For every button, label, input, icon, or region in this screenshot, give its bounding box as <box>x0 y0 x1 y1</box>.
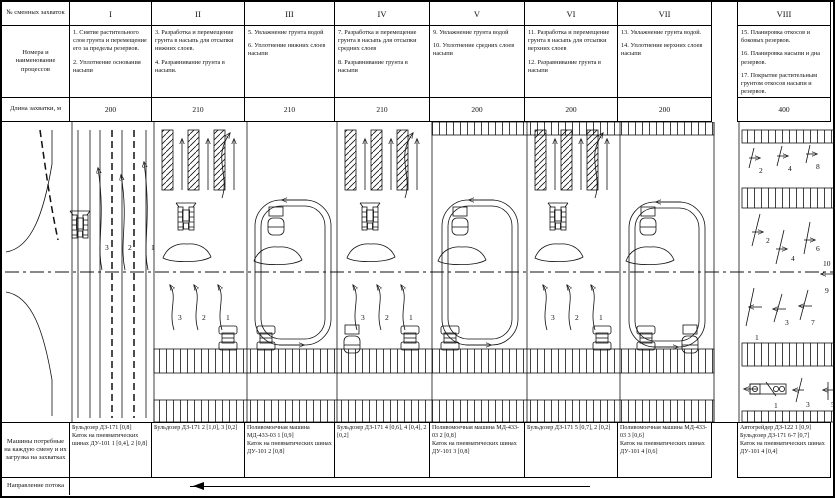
plan-number-label: 4 <box>791 254 795 263</box>
machines-cell-I: Бульдозер ДЗ-171 [0,8] Каток на пневматических шинах ДУ-101 1 [0,4], 2 [0,8] <box>70 423 152 478</box>
flow-direction-arrow <box>190 486 590 487</box>
plan-number-label: 3 <box>361 313 365 322</box>
roller-icon <box>257 326 275 350</box>
plan-number-label: 9 <box>825 286 829 295</box>
plan-number-label: 6 <box>816 244 820 253</box>
header-gap <box>712 2 737 26</box>
length-cell-VII: 200 <box>618 98 712 122</box>
flow-direction-cell <box>70 478 831 495</box>
length-cell-V: 200 <box>430 98 525 122</box>
column-header-IV: IV <box>335 2 430 26</box>
plan-number-label: 3 <box>806 400 810 409</box>
plan-number-label: 7 <box>811 318 815 327</box>
plan-number-label: 2 <box>575 313 579 322</box>
machines-gap <box>712 423 737 478</box>
plan-number-label: 8 <box>816 162 820 171</box>
sprinkler-icon <box>640 207 656 235</box>
row-label-operations: Номера и наименование процессов <box>2 26 70 98</box>
plan-number-label: 3 <box>785 318 789 327</box>
length-cell-VIII: 400 <box>737 98 831 122</box>
column-header-I: I <box>70 2 152 26</box>
plan-number-label: 2 <box>202 313 206 322</box>
bulldozer-icon <box>176 203 196 230</box>
operations-cell-II: 3. Разработка и перемещение грунта в насыпь для отсыпки нижних слоев. 4. Разравнивание грунта в насыпи. <box>152 26 245 98</box>
bulldozer-icon <box>70 211 90 238</box>
operations-cell-IV: 7. Разработка и перемещение грунта в насыпь для отсыпки средних слоев 8. Разравнивание грунта в насыпи <box>335 26 430 98</box>
plan-number-label: 1 <box>151 243 155 252</box>
length-cell-IV: 210 <box>335 98 430 122</box>
plan-number-label: 10 <box>823 259 831 268</box>
bulldozer-icon <box>360 203 380 230</box>
bulldozer-icon <box>548 203 568 230</box>
mound-icon <box>438 247 486 265</box>
machines-cell-V: Поливомоечная машина МД-433-03 2 [0,8] Каток на пневматических шинах ДУ-101 3 [0,8] <box>430 423 525 478</box>
plan-number-label: 3 <box>178 313 182 322</box>
operations-cell-VIII: 15. Планировка откосов и боковых резервов. 16. Планировка насыпи и дна резервов. 17. Покрытие растительным грунтом откосов насыпи и резервов. <box>737 26 831 98</box>
mound-icon <box>535 244 583 262</box>
machines-cell-VIII: Автогрейдер ДЗ-122 1 [0,9] Бульдозер ДЗ-171 6-7 [0,7] Каток на пневматических шинах ДУ-101 4 [0,4] <box>737 423 831 478</box>
operations-cell-VII: 13. Увлажнение грунта водой. 14. Уплотнение верхних слоев насыпи <box>618 26 712 98</box>
roller-icon <box>441 326 459 350</box>
operations-gap <box>712 26 737 98</box>
column-header-III: III <box>245 2 335 26</box>
plan-number-label: 2 <box>766 236 770 245</box>
length-cell-I: 200 <box>70 98 152 122</box>
length-cell-VI: 200 <box>525 98 618 122</box>
roller-icon <box>637 326 655 350</box>
length-cell-III: 210 <box>245 98 335 122</box>
plan-number-label: 2 <box>128 243 132 252</box>
row-label-zahvatka: № сменных захваток <box>2 2 70 26</box>
plan-number-label: 1 <box>755 333 759 342</box>
machines-cell-VII: Поливомоечная машина МД-433-03 3 [0,6] Каток на пневматических шинах ДУ-101 4 [0,6] <box>618 423 712 478</box>
row-label-flow: Направление потока <box>2 478 70 495</box>
plan-number-label: 1 <box>599 313 603 322</box>
plan-number-label: 2 <box>759 166 763 175</box>
roller-icon <box>593 326 611 350</box>
plan-number-label: 5 <box>831 400 835 409</box>
column-header-VII: VII <box>618 2 712 26</box>
plan-number-label: 4 <box>788 164 792 173</box>
sprinkler-icon <box>268 207 284 235</box>
column-header-V: V <box>430 2 525 26</box>
plan-number-label: 1 <box>226 313 230 322</box>
machines-cell-IV: Бульдозер ДЗ-171 4 [0,6], 4 [0,4], 2 [0,2] <box>335 423 430 478</box>
mound-icon <box>626 247 674 265</box>
plan-svg <box>2 122 835 423</box>
column-header-VIII: VIII <box>737 2 831 26</box>
plan-number-label: 1 <box>409 313 413 322</box>
plan-number-label: 1 <box>774 401 778 410</box>
operations-cell-III: 5. Увлажнение грунта водой 6. Уплотнение нижних слоев насыпи <box>245 26 335 98</box>
plan-number-label: 3 <box>105 243 109 252</box>
length-gap <box>712 98 737 122</box>
machines-cell-III: Поливомоечная машина МД-433-03 1 [0,9] Каток на пневматических шинах ДУ-101 2 [0,8] <box>245 423 335 478</box>
operations-cell-I: 1. Снятие растительного слоя грунта и перемещение его за пределы резервов. 2. Уплотнение основания насыпи <box>70 26 152 98</box>
operations-cell-V: 9. Увлажнение грунта водой 10. Уплотнение средних слоев насыпи <box>430 26 525 98</box>
mound-icon <box>163 244 211 262</box>
plan-drawing-area <box>2 122 835 423</box>
roller-icon <box>401 326 419 350</box>
column-header-II: II <box>152 2 245 26</box>
operations-cell-VI: 11. Разработка и перемещение грунта в насыпь для отсыпки верхних слоев 12. Разравнивание грунта в насыпи <box>525 26 618 98</box>
plan-number-label: 2 <box>385 313 389 322</box>
column-header-VI: VI <box>525 2 618 26</box>
machines-cell-II: Бульдозер ДЗ-171 2 [1,0], 3 [0,2] <box>152 423 245 478</box>
machines-cell-VI: Бульдозер ДЗ-171 5 [0,7], 2 [0,2] <box>525 423 618 478</box>
row-label-machines: Машины потребные на каждую смену и их загрузка на захватках <box>2 423 70 478</box>
row-label-length: Длина захватки, м <box>2 98 70 122</box>
length-cell-II: 210 <box>152 98 245 122</box>
plan-number-label: 3 <box>551 313 555 322</box>
mound-icon <box>347 244 395 262</box>
